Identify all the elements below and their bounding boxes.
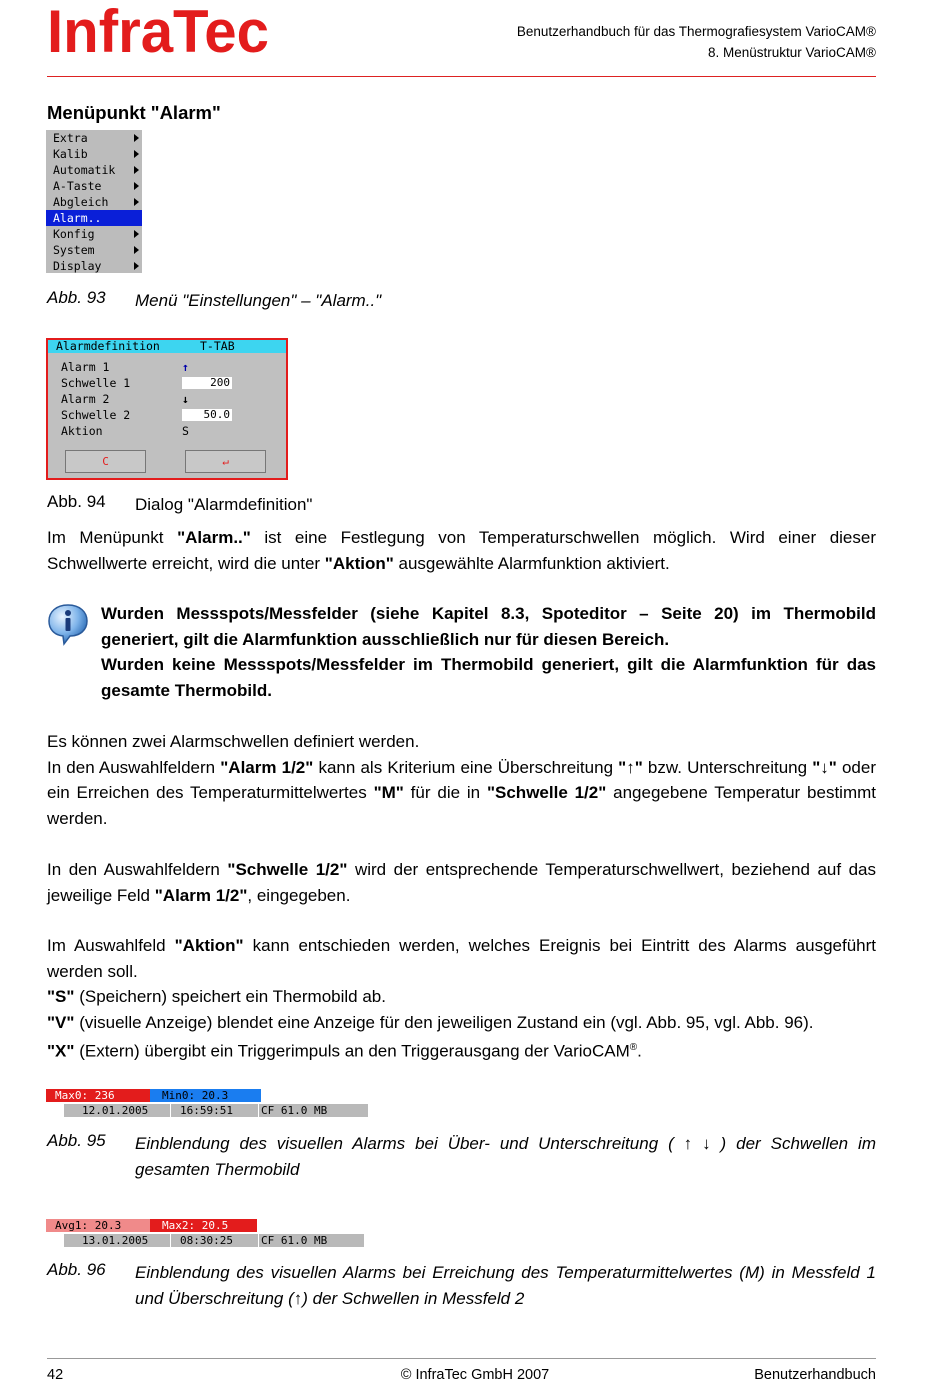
schwelle2-label: Schwelle 2	[61, 408, 131, 422]
menu-item-label: Display	[53, 259, 102, 273]
dialog-title: Alarmdefinition	[56, 339, 160, 353]
menu-item-extra[interactable]	[46, 130, 142, 146]
enter-button[interactable]: ↵	[185, 450, 266, 473]
alarm-min-badge: Min0: 20.3	[150, 1089, 261, 1102]
figure-text: Menü "Einstellungen" – "Alarm.."	[135, 291, 382, 310]
settings-menu	[46, 130, 142, 273]
menu-item-label: Kalib	[53, 147, 88, 161]
alarm2-select[interactable]: ↓	[182, 392, 189, 406]
menu-item-alarm[interactable]	[46, 210, 142, 226]
footer-copyright: © InfraTec GmbH 2007	[400, 1367, 550, 1383]
menu-item-label: Extra	[53, 131, 88, 145]
chevron-right-icon	[134, 262, 139, 270]
menu-item-label: Automatik	[53, 163, 116, 177]
status-bar-95	[46, 1089, 368, 1119]
chevron-right-icon	[134, 230, 139, 238]
time-readout: 16:59:51	[180, 1104, 233, 1117]
footer-doc-title: Benutzerhandbuch	[754, 1367, 876, 1383]
section-title: Menüpunkt "Alarm"	[47, 102, 221, 123]
aktion-label: Aktion	[61, 424, 103, 438]
cancel-button[interactable]: C	[65, 450, 146, 473]
header-divider	[47, 76, 876, 77]
info-note	[101, 601, 876, 703]
menu-item-kalib[interactable]	[46, 146, 142, 162]
menu-item-label: Konfig	[53, 227, 95, 241]
aktion-select[interactable]: S	[182, 424, 189, 438]
schwelle1-field[interactable]: 200	[182, 377, 232, 389]
storage-readout: CF 61.0 MB	[261, 1104, 328, 1117]
figure-number: Abb. 96	[47, 1260, 106, 1279]
footer-divider	[47, 1358, 876, 1359]
figure-text: Dialog "Alarmdefinition"	[135, 495, 313, 514]
alarm-avg-badge: Avg1: 20.3	[46, 1219, 150, 1232]
menu-item-system[interactable]	[46, 242, 142, 258]
alarm-max-badge: Max2: 20.5	[150, 1219, 257, 1232]
chevron-right-icon	[134, 166, 139, 174]
date-readout: 13.01.2005	[82, 1234, 149, 1247]
chevron-right-icon	[134, 246, 139, 254]
paragraph-thresholds: Es können zwei Alarmschwellen definiert werden. In den Auswahlfeldern "Alarm 1/2" kann als Kriterium eine Überschreitung "↑" bzw. Unterschreitung "↓" oder ein Erreichen des Temperaturmittelwertes "M" für die in "Schwelle 1/2" angegebene Temperatur bestimmt werden.	[47, 732, 876, 828]
time-readout: 08:30:25	[180, 1234, 233, 1247]
alarm-max-badge: Max0: 236	[46, 1089, 150, 1102]
schwelle2-field[interactable]: 50.0	[182, 409, 232, 421]
infratec-logo	[47, 2, 272, 58]
paragraph-aktion: Im Auswahlfeld "Aktion" kann entschieden werden, welches Ereignis bei Eintritt des Alarms ausgeführt werden soll. "S" (Speichern) speichert ein Thermobild ab. "V" (visuelle Anzeige) blendet eine Anzeige für den jeweiligen Zustand ein (vgl. Abb. 95, vgl. Abb. 96). "X" (Extern) übergibt ein Triggerimpuls an den Triggerausgang der VarioCAM®.	[47, 936, 877, 1061]
figure-number: Abb. 93	[47, 288, 106, 307]
alarm1-label: Alarm 1	[61, 360, 110, 374]
alarm1-select[interactable]: ↑	[182, 360, 189, 374]
page-number: 42	[47, 1367, 64, 1383]
info-row	[64, 1234, 364, 1247]
dialog-titlebar	[48, 340, 286, 353]
chevron-right-icon	[134, 134, 139, 142]
chevron-right-icon	[134, 198, 139, 206]
status-bar-96	[46, 1219, 364, 1249]
date-readout: 12.01.2005	[82, 1104, 149, 1117]
header-chapter: 8. Menüstruktur VarioCAM®	[708, 45, 876, 60]
menu-item-label: Alarm..	[53, 211, 102, 225]
note-text: Wurden keine Messspots/Messfelder im Thermobild generiert, gilt die Alarmfunktion für das gesamte Thermobild.	[101, 655, 876, 700]
menu-item-label: Abgleich	[53, 195, 109, 209]
menu-item-label: System	[53, 243, 95, 257]
logo-wordmark: InfraTec	[47, 2, 269, 58]
menu-item-display[interactable]	[46, 258, 142, 274]
figure-number: Abb. 94	[47, 492, 106, 511]
info-icon	[46, 602, 90, 646]
note-text: Wurden Messspots/Messfelder (siehe Kapitel 8.3, Spoteditor – Seite 20) im Thermobild generiert, gilt die Alarmfunktion ausschließlich nur für diesen Bereich.	[101, 604, 876, 649]
chevron-right-icon	[134, 150, 139, 158]
chevron-right-icon	[134, 182, 139, 190]
paragraph-intro: Im Menüpunkt "Alarm.." ist eine Festlegung von Temperaturschwellen möglich. Wird einer dieser Schwellwerte erreicht, wird die unter "Aktion" ausgewählte Alarmfunktion aktiviert.	[47, 528, 876, 573]
storage-readout: CF 61.0 MB	[261, 1234, 328, 1247]
menu-item-konfig[interactable]	[46, 226, 142, 242]
info-row	[64, 1104, 368, 1117]
figure-text: Einblendung des visuellen Alarms bei Erreichung des Temperaturmittelwertes (M) in Messfeld 1 und Überschreitung (↑) der Schwellen in Messfeld 2	[135, 1263, 876, 1308]
figure-text: Einblendung des visuellen Alarms bei Über- und Unterschreitung ( ↑ ↓ ) der Schwellen im gesamten Thermobild	[135, 1134, 876, 1179]
paragraph-schwelle: In den Auswahlfeldern "Schwelle 1/2" wird der entsprechende Temperaturschwellwert, beziehend auf das jeweilige Feld "Alarm 1/2", eingegeben.	[47, 860, 876, 905]
alarm-definition-dialog	[46, 338, 288, 480]
menu-item-abgleich[interactable]	[46, 194, 142, 210]
schwelle1-label: Schwelle 1	[61, 376, 131, 390]
menu-item-a-taste[interactable]	[46, 178, 142, 194]
menu-item-automatik[interactable]	[46, 162, 142, 178]
alarm2-label: Alarm 2	[61, 392, 110, 406]
menu-item-label: A-Taste	[53, 179, 102, 193]
figure-number: Abb. 95	[47, 1131, 106, 1150]
header-title: Benutzerhandbuch für das Thermografiesystem VarioCAM®	[516, 24, 876, 39]
dialog-title-right: T-TAB	[200, 339, 235, 353]
